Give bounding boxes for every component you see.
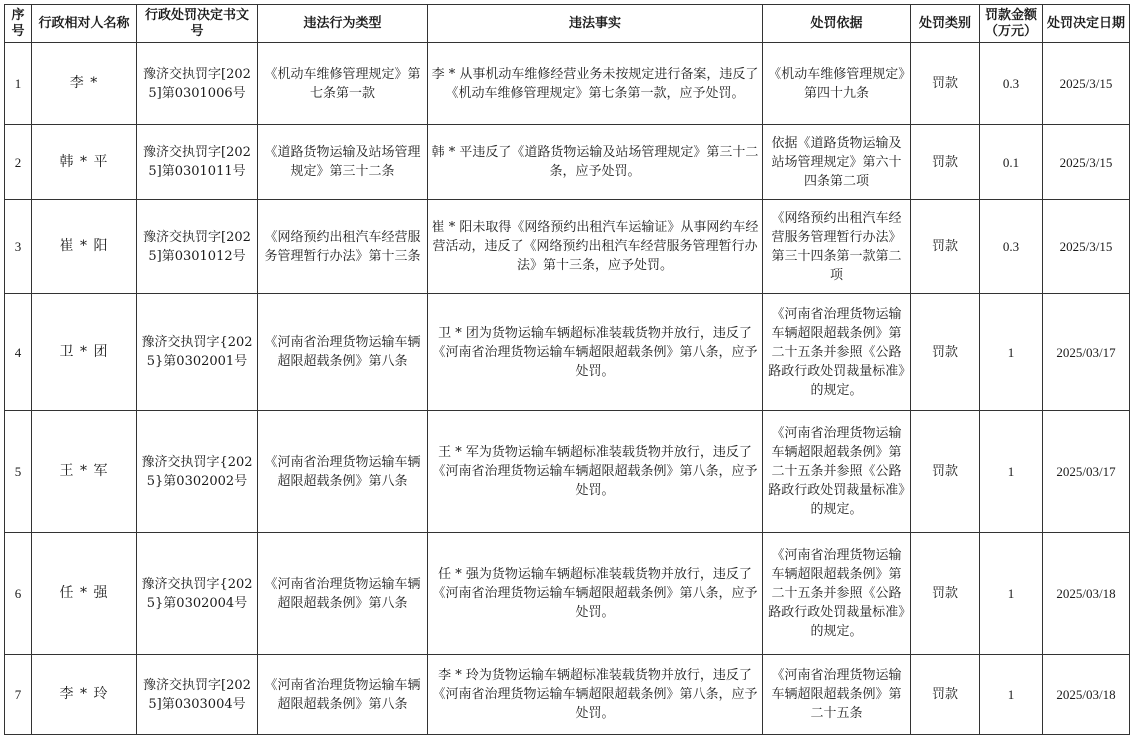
table-row [5,655,1130,735]
table-row [5,125,1130,200]
header-amount: 罚款金额（万元） [980,5,1043,43]
header-seq: 序号 [5,5,32,43]
cell-date: 2025/3/15 [1043,125,1130,200]
table-row [5,533,1130,655]
cell-amount: 1 [980,294,1043,411]
cell-date: 2025/3/15 [1043,200,1130,294]
cell-amount: 1 [980,533,1043,655]
cell-amount: 1 [980,411,1043,533]
cell-type: 《河南省治理货物运输车辆超限超载条例》第八条 [258,533,428,655]
cell-seq: 7 [5,655,32,735]
cell-party: 卫 * 团 [32,294,137,411]
cell-category: 罚款 [911,533,980,655]
header-party: 行政相对人名称 [32,5,137,43]
cell-doc: 豫济交执罚字{2025}第0302001号 [137,294,258,411]
cell-category: 罚款 [911,43,980,125]
cell-basis: 《河南省治理货物运输车辆超限超载条例》第二十五条并参照《公路路政行政处罚裁量标准》的规定。 [763,533,911,655]
table-header-row [5,5,1130,43]
cell-party: 王 * 军 [32,411,137,533]
table-row [5,411,1130,533]
cell-type: 《河南省治理货物运输车辆超限超载条例》第八条 [258,411,428,533]
cell-basis: 《河南省治理货物运输车辆超限超载条例》第二十五条并参照《公路路政行政处罚裁量标准》的规定。 [763,411,911,533]
cell-type: 《河南省治理货物运输车辆超限超载条例》第八条 [258,294,428,411]
cell-facts: 韩 * 平违反了《道路货物运输及站场管理规定》第三十二条，应予处罚。 [428,125,763,200]
cell-amount: 0.3 [980,43,1043,125]
cell-category: 罚款 [911,125,980,200]
cell-type: 《河南省治理货物运输车辆超限超载条例》第八条 [258,655,428,735]
cell-party: 任 * 强 [32,533,137,655]
cell-doc: 豫济交执罚字[2025]第0301006号 [137,43,258,125]
penalty-table [4,4,1130,735]
cell-seq: 6 [5,533,32,655]
cell-category: 罚款 [911,655,980,735]
cell-amount: 0.3 [980,200,1043,294]
table-row [5,43,1130,125]
cell-basis: 依据《道路货物运输及站场管理规定》第六十四条第二项 [763,125,911,200]
cell-category: 罚款 [911,411,980,533]
cell-basis: 《网络预约出租汽车经营服务管理暂行办法》第三十四条第一款第二项 [763,200,911,294]
header-basis: 处罚依据 [763,5,911,43]
cell-facts: 崔 * 阳未取得《网络预约出租汽车运输证》从事网约车经营活动，违反了《网络预约出租汽车经营服务管理暂行办法》第十三条，应予处罚。 [428,200,763,294]
header-type: 违法行为类型 [258,5,428,43]
penalty-table-container [4,4,1130,735]
cell-basis: 《机动车维修管理规定》第四十九条 [763,43,911,125]
table-row [5,200,1130,294]
cell-type: 《道路货物运输及站场管理规定》第三十二条 [258,125,428,200]
cell-party: 韩 * 平 [32,125,137,200]
cell-type: 《网络预约出租汽车经营服务管理暂行办法》第十三条 [258,200,428,294]
header-date: 处罚决定日期 [1043,5,1130,43]
cell-party: 李 * 玲 [32,655,137,735]
cell-facts: 李 * 玲为货物运输车辆超标准装载货物并放行，违反了《河南省治理货物运输车辆超限超载条例》第八条，应予处罚。 [428,655,763,735]
cell-doc: 豫济交执罚字{2025}第0302002号 [137,411,258,533]
cell-date: 2025/03/17 [1043,294,1130,411]
table-row [5,294,1130,411]
cell-doc: 豫济交执罚字[2025]第0303004号 [137,655,258,735]
cell-date: 2025/3/15 [1043,43,1130,125]
cell-doc: 豫济交执罚字[2025]第0301011号 [137,125,258,200]
cell-category: 罚款 [911,294,980,411]
cell-date: 2025/03/18 [1043,655,1130,735]
cell-seq: 5 [5,411,32,533]
cell-category: 罚款 [911,200,980,294]
cell-amount: 0.1 [980,125,1043,200]
cell-doc: 豫济交执罚字{2025}第0302004号 [137,533,258,655]
cell-basis: 《河南省治理货物运输车辆超限超载条例》第二十五条并参照《公路路政行政处罚裁量标准》的规定。 [763,294,911,411]
cell-seq: 3 [5,200,32,294]
cell-facts: 任 * 强为货物运输车辆超标准装载货物并放行，违反了《河南省治理货物运输车辆超限超载条例》第八条，应予处罚。 [428,533,763,655]
header-doc: 行政处罚决定书文号 [137,5,258,43]
cell-amount: 1 [980,655,1043,735]
cell-basis: 《河南省治理货物运输车辆超限超载条例》第二十五条 [763,655,911,735]
cell-seq: 1 [5,43,32,125]
cell-doc: 豫济交执罚字[2025]第0301012号 [137,200,258,294]
cell-party: 李 * [32,43,137,125]
cell-date: 2025/03/17 [1043,411,1130,533]
cell-type: 《机动车维修管理规定》第七条第一款 [258,43,428,125]
header-category: 处罚类别 [911,5,980,43]
cell-date: 2025/03/18 [1043,533,1130,655]
cell-facts: 卫 * 团为货物运输车辆超标准装载货物并放行，违反了《河南省治理货物运输车辆超限超载条例》第八条，应予处罚。 [428,294,763,411]
cell-facts: 李 * 从事机动车维修经营业务未按规定进行备案，违反了《机动车维修管理规定》第七条第一款，应予处罚。 [428,43,763,125]
cell-facts: 王 * 军为货物运输车辆超标准装载货物并放行，违反了《河南省治理货物运输车辆超限超载条例》第八条，应予处罚。 [428,411,763,533]
header-facts: 违法事实 [428,5,763,43]
cell-seq: 2 [5,125,32,200]
cell-party: 崔 * 阳 [32,200,137,294]
cell-seq: 4 [5,294,32,411]
